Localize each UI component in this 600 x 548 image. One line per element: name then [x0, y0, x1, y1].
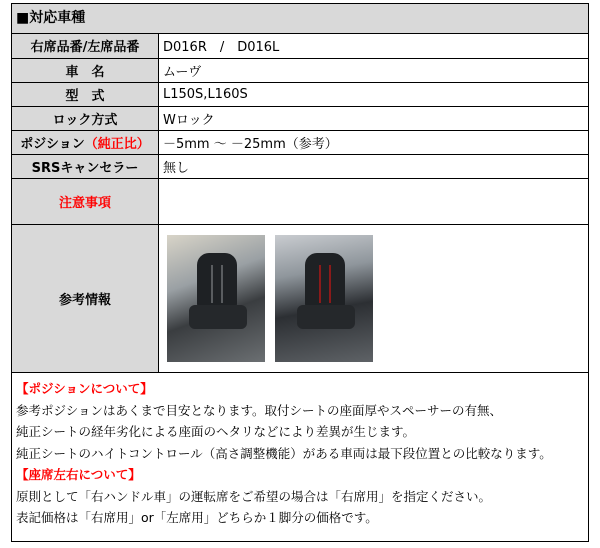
- seat-cushion-shape: [189, 305, 247, 329]
- seat-photo-side: [167, 235, 265, 362]
- side-note-heading: 【座席左右について】: [16, 467, 141, 482]
- table-row: [12, 224, 588, 372]
- spec-table: [12, 34, 588, 373]
- srs-label: SRSキャンセラー: [12, 154, 159, 178]
- part-number-label: 右席品番/左席品番: [12, 34, 159, 58]
- model-label: 型 式: [12, 82, 159, 106]
- lock-type-value: Wロック: [159, 106, 589, 130]
- table-row: [12, 34, 588, 58]
- position-note-line: 純正シートのハイトコントロール（高さ調整機能）がある車両は最下段位置との比較なります。: [16, 445, 552, 461]
- side-note-line: 原則として「右ハンドル車」の運転席をご希望の場合は「右席用」を指定ください。: [16, 488, 492, 504]
- seat-stitch-shape: [319, 265, 331, 303]
- table-row: [12, 130, 588, 154]
- seat-stitch-shape: [211, 265, 223, 303]
- position-label: [12, 130, 159, 154]
- lock-type-label: ロック方式: [12, 106, 159, 130]
- position-note-line: 参考ポジションはあくまで目安となります。取付シートの座面厚やスペーサーの有無、: [16, 402, 502, 418]
- reference-photos: [163, 235, 588, 362]
- seat-photo-front: [275, 235, 373, 362]
- position-value: －5mm ～ －25mm（参考）: [159, 130, 589, 154]
- caution-value: [159, 178, 589, 224]
- position-label-sub: （純正比）: [84, 136, 150, 152]
- section-title: ■対応車種: [12, 4, 588, 34]
- car-name-label: 車 名: [12, 58, 159, 82]
- position-note-heading: 【ポジションについて】: [16, 381, 153, 396]
- seat-cushion-shape: [297, 305, 355, 329]
- reference-value: [159, 224, 589, 372]
- part-number-value: D016R / D016L: [159, 34, 589, 58]
- table-row: [12, 154, 588, 178]
- table-row: [12, 178, 588, 224]
- model-value: L150S,L160S: [159, 82, 589, 106]
- position-label-main: ポジション: [20, 136, 85, 152]
- side-note-line: 表記価格は「右席用」or「左席用」どちらか１脚分の価格です。: [16, 510, 378, 525]
- table-row: [12, 58, 588, 82]
- caution-label: 注意事項: [12, 178, 159, 224]
- table-row: [12, 82, 588, 106]
- compatibility-sheet: [11, 3, 589, 542]
- srs-value: 無し: [159, 154, 589, 178]
- car-name-value: ムーヴ: [159, 58, 589, 82]
- notes-section: [12, 378, 588, 529]
- reference-label: 参考情報: [12, 224, 159, 372]
- position-note-line: 純正シートの経年劣化による座面のヘタリなどにより差異が生じます。: [16, 424, 416, 439]
- table-row: [12, 106, 588, 130]
